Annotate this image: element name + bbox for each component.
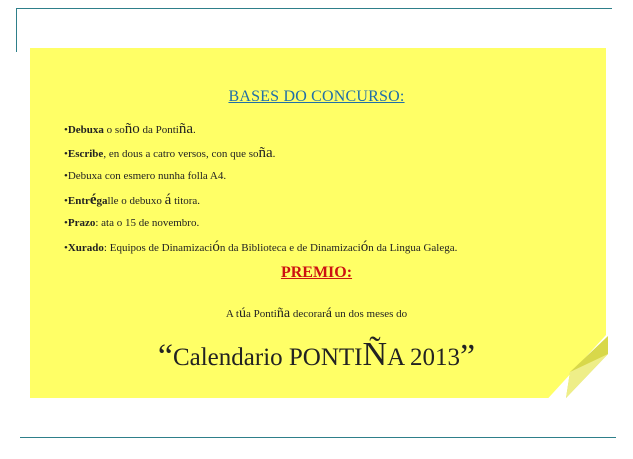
list-item-text: ó	[360, 238, 369, 255]
list-item	[64, 171, 457, 195]
list-item-text: é	[89, 191, 97, 208]
bullet-icon: •	[64, 241, 68, 254]
prize-description-text: á	[325, 306, 333, 321]
prize-description-text: ú	[238, 306, 246, 321]
list-item-text: : Equipos de Dinamizaci	[103, 241, 213, 254]
list-item-text: .	[272, 147, 276, 160]
calendar-ntilde: Ñ	[362, 336, 388, 373]
list-item-text: ó	[212, 238, 220, 255]
list-item-text: Xurado	[67, 241, 104, 254]
list-item-text: ña	[258, 144, 273, 161]
list-item-text: Debuxa con esmero nunha folla A4.	[67, 170, 227, 182]
calendar-text-1: Calendario PONTI	[172, 344, 363, 371]
top-left-rule	[16, 8, 17, 52]
list-item-text: ña	[178, 121, 193, 137]
calendar-text-2: A 2013	[387, 344, 461, 371]
contest-title: BASES DO CONCURSO:	[228, 88, 405, 105]
prize-heading: PREMIO:	[280, 264, 353, 281]
list-item-text: .	[193, 124, 196, 136]
list-item-text: á	[164, 191, 172, 208]
open-quote: “	[157, 338, 173, 375]
list-item-text: : ata o 15 de novembro.	[95, 217, 200, 229]
list-item-text: n da Lingua Galega.	[368, 241, 458, 254]
list-item-text: , en dous a catro versos, con que so	[103, 147, 259, 160]
list-item	[64, 218, 457, 242]
prize-description-text: decorar	[290, 308, 326, 320]
prize-description-text: A t	[225, 308, 239, 320]
list-item	[64, 144, 457, 172]
list-item	[64, 191, 457, 219]
list-item-text: lle o debuxo	[107, 194, 165, 207]
bullet-icon: •	[64, 147, 68, 160]
list-item-text: o so	[103, 124, 125, 136]
bullet-icon: •	[64, 194, 68, 207]
list-item-text: Entr	[67, 194, 90, 207]
prize-description-text: un dos meses do	[332, 308, 408, 320]
bottom-rule	[20, 437, 616, 438]
bullet-icon: •	[64, 217, 68, 229]
list-item-text: n da Biblioteca e de Dinamizaci	[219, 241, 361, 254]
list-item-text: titora.	[171, 194, 201, 207]
calendar-title	[0, 336, 633, 376]
prize-description-text: ña	[276, 306, 291, 321]
list-item-text: Prazo	[67, 217, 96, 229]
list-item	[64, 238, 458, 266]
close-quote: ”	[460, 338, 476, 375]
bullet-icon: •	[64, 170, 68, 182]
list-item-text: Debuxa	[67, 124, 104, 136]
list-item-text: Escribe	[67, 147, 104, 160]
list-item-text: ño	[124, 121, 140, 137]
top-rule	[16, 8, 612, 9]
list-item-text: ga	[96, 194, 108, 207]
bullet-icon: •	[64, 124, 68, 136]
rules-list	[64, 121, 458, 265]
prize-description	[0, 306, 633, 322]
prize-description-text: a Ponti	[245, 308, 277, 320]
list-item-text: da Ponti	[139, 124, 179, 136]
